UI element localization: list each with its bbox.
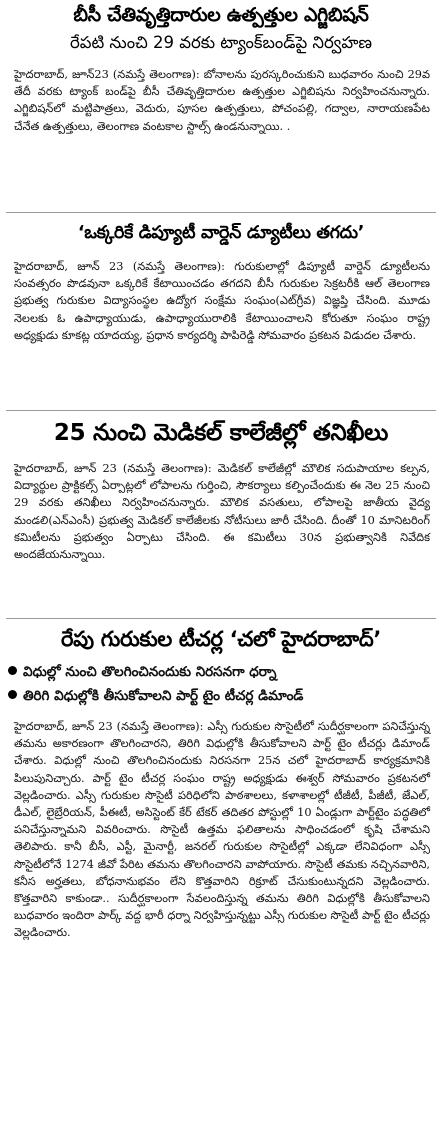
- article-subheadline: రేపటి నుంచి 29 వరకు ట్యాంక్‌బండ్‌పై నిర్వహణ: [69, 33, 373, 52]
- divider: [6, 410, 436, 411]
- article-bc-exhibition: [0, 2, 442, 135]
- bullet-item: [8, 684, 442, 708]
- bullet-text: విధుల్లో నుంచి తొలగించినందుకు నిరసనగా ధర్నా: [23, 664, 277, 680]
- article-deputy-warden: [0, 218, 442, 344]
- bullet-text: తిరిగి విధుల్లోకి తీసుకోవాలని పార్ట్ టైం టీచర్ల డిమాండ్: [23, 688, 304, 704]
- article-headline: రేపు గురుకుల టీచర్ల ‘చలో హైదరాబాద్’: [60, 627, 382, 651]
- bullet-icon: [8, 690, 17, 699]
- article-chalo-hyderabad: [0, 622, 442, 942]
- article-body: హైదరాబాద్, జూన్ 23 (నమస్తే తెలంగాణ): గురుకులాల్లో డిప్యూటీ వార్డెన్ డ్యూటీలను సంవత్సరం పొడవునా ఒక్కరికే కేటాయించడం తగదని బీసీ గురుకుల సెక్రటరీకి ఆల్ తెలంగాణ ప్రభుత్వ గురుకుల విద్యాసంస్థల ఉద్యోగ సంక్షేమ సంఘం(ఎట్‌గ్రీవ) విజ్ఞప్తి చేసింది. మూడు నెలలకు ఓ ఉపాధ్యాయుడు, ఉపాధ్యాయురాలికి కేటాయించాలని కోరుతూ సంఘం రాష్ట్ర అధ్యక్షుడు కూకట్ల యాదయ్య, ప్రధాన కార్యదర్శి పాపిరెడ్డి సోమవారం ప్రకటన విడుదల చేశారు.: [14, 260, 430, 342]
- article-headline: 25 నుంచి మెడికల్ కాలేజీల్లో తనిఖీలు: [53, 420, 389, 446]
- article-medical-inspections: [0, 416, 442, 563]
- divider: [6, 212, 436, 213]
- bullet-item: [8, 660, 442, 684]
- article-body: హైదరాబాద్, జూన్ 23 (నమస్తే తెలంగాణ): ఎస్సీ గురుకుల సొసైటీలో సుదీర్ఘకాలంగా పనిచేస్తున్న తమను అకారణంగా తొలగించారని, తిరిగి విధుల్లోకి తీసుకోవాలని పార్ట్ టైం టీచర్లు డిమాండ్ చేశారు. విధుల్లో నుంచి తొలగించినందుకు నిరసనగా 25న చలో హైదరాబాద్ కార్యక్రమానికి పిలుపునిచ్చారు. పార్ట్ టైం టీచర్ల సంఘం రాష్ట్ర అధ్యక్షుడు ఈశ్వర్ సోమవారం ప్రకటనలో వెల్లడించారు. ఎస్సీ గురుకుల సొసైటీ పరిధిలోని పాఠశాలలు, కళాశాలల్లో టీజీటీ, పీజీటీ, జేఎల్, డీఎల్, లైబ్రేరియన్, పీఈటీ, అసిస్టెంట్ కేర్ టేకర్ తదితర పోస్టుల్లో 10 ఏండ్లుగా పార్ట్‌టైం పద్ధతిలో పనిచేస్తున్నామని వివరించారు. సొసైటీ ఉత్తమ ఫలితాలను సాధించడంలో కృషి చేశామని తెలిపారు. కానీ బీసీ, ఎస్టీ, మైనార్టీ, జనరల్ గురుకుల సొసైటీల్లో ఎక్కడా లేనివిధంగా ఎస్సీ సొసైటీలోనే 1274 జీవో పేరిట తమను తొలగించారని వాపోయారు. సొసైటీ తమకు నచ్చినవారిని, కనీస అర్హతలు, బోధనానుభవం లేని కొత్తవారిని రిక్రూట్ చేసుకుంటున్నదని వెల్లడించారు. కొత్తవారిని కాకుండా.. సుదీర్ఘకాలంగా సేవలందిస్తున్న తమను తిరిగి విధుల్లోకి తీసుకోవాలని బుధవారం ఇందిరా పార్క్ వద్ద భారీ ధర్నా నిర్వహిస్తున్నట్టు ఎస్సీ గురుకుల సొసైటీ పార్ట్ టైం టీచర్లు వెల్లడించారు.: [14, 720, 430, 940]
- bullet-list: [0, 660, 442, 708]
- article-headline: బీసీ చేతివృత్తిదారుల ఉత్పత్తుల ఎగ్జిబిషన్: [73, 4, 369, 26]
- bullet-icon: [8, 666, 17, 675]
- article-headline: ‘ఒక్కరికే డిప్యూటీ వార్డెన్ డ్యూటీలు తగదు’: [77, 223, 365, 243]
- article-body: హైదరాబాద్, జూన్ 23 (నమస్తే తెలంగాణ): మెడికల్ కాలేజీల్లో మౌలిక సదుపాయాల కల్పన, విద్యార్థుల ప్రాక్టికల్స్ ఏర్పాట్లలో లోపాలను గుర్తించి, సౌకర్యాలు కల్పించేందుకు ఈ నెల 25 నుంచి 29 వరకు తనిఖీలు నిర్వహించనున్నారు. మౌలిక వసతులు, లోపాలపై జాతీయ వైద్య మండలి(ఎన్ఎంసీ) ప్రభుత్వ మెడికల్ కాలేజీలకు నోటీసులు జారీ చేసింది. దీంతో 10 మానిటరింగ్ కమిటీలను ప్రభుత్వం ఏర్పాటు చేసింది. ఈ కమిటీలు 30న ప్రభుత్వానికి నివేదిక అందజేయనున్నాయి.: [14, 462, 430, 562]
- divider: [6, 618, 436, 619]
- article-body: హైదరాబాద్, జూన్23 (నమస్తే తెలంగాణ): బోనాలను పురస్కరించుకుని బుధవారం నుంచి 29వ తేదీ వరకు ట్యాంక్ బండ్‌పై బీసీ చేతివృత్తిదారుల ఉత్పత్తుల ఎగ్జిబిషను నిర్వహించనున్నారు. ఎగ్జిబిషన్‌లో మట్టిపాత్రలు, వెదురు, పూసల ఉత్పత్తులు, పోచంపల్లి, గద్వాల, నారాయణపేట చేనేత ఉత్పత్తులు, తెలంగాణ వంటకాల స్టాల్స్ ఉండనున్నాయి. .: [14, 68, 430, 133]
